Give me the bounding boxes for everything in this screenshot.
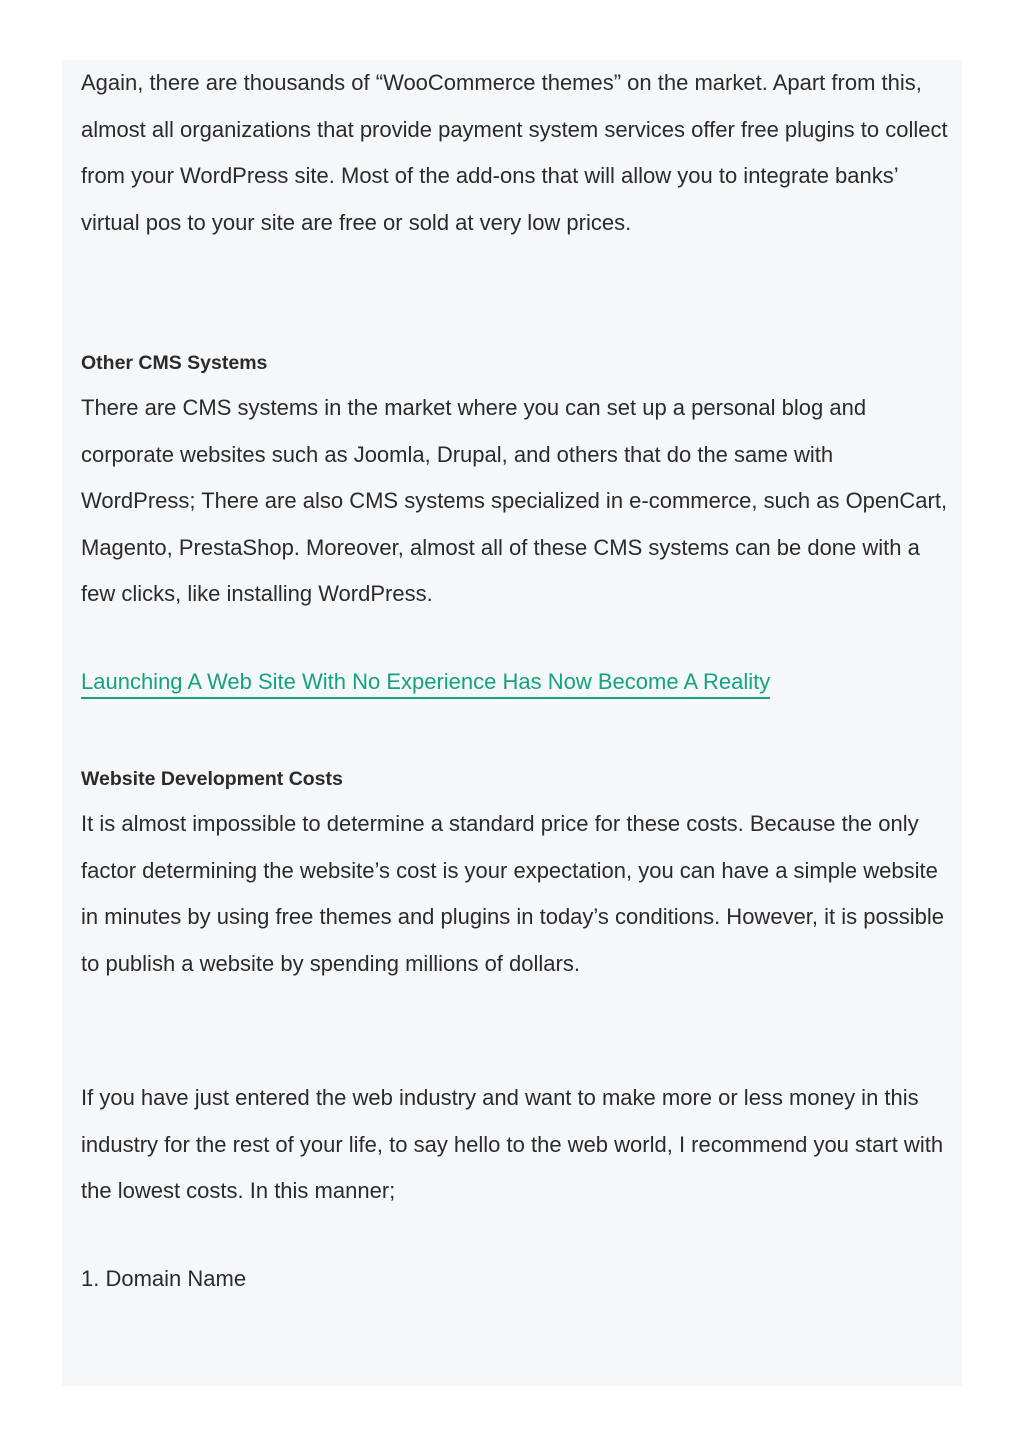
- costs-paragraph-2: If you have just entered the web industry and want to make more or less money in this industry for the rest of your life, to say hello to the web world, I recommend you start with the lowest costs. In this manner;: [81, 1085, 944, 1203]
- list-item-domain-name: 1. Domain Name: [81, 1266, 247, 1291]
- related-article-link[interactable]: Launching A Web Site With No Experience Has Now Become A Reality: [81, 667, 770, 699]
- other-cms-paragraph: There are CMS systems in the market where you can set up a personal blog and corporate websites such as Joomla, Drupal, and others that do the same with WordPress; There are also CMS systems specialized in e-commerce, such as OpenCart, Magento, PrestaShop. Moreover, almost all of these CMS systems can be done with a few clicks, like installing WordPress.: [81, 395, 948, 606]
- intro-paragraph: Again, there are thousands of “WooCommerce themes” on the market. Apart from this, almost all organizations that provide payment system services offer free plugins to collect from your WordPress site. Most of the add-ons that will allow you to integrate banks’ virtual pos to your site are free or sold at very low prices.: [81, 70, 948, 235]
- costs-heading: Website Development Costs: [81, 768, 343, 790]
- related-link-row: [81, 667, 770, 699]
- costs-paragraph-1: It is almost impossible to determine a standard price for these costs. Because the only factor determining the website’s cost is your expectation, you can have a simple website in minutes by using free themes and plugins in today’s conditions. However, it is possible to publish a website by spending millions of dollars.: [81, 811, 944, 976]
- other-cms-heading: Other CMS Systems: [81, 352, 268, 374]
